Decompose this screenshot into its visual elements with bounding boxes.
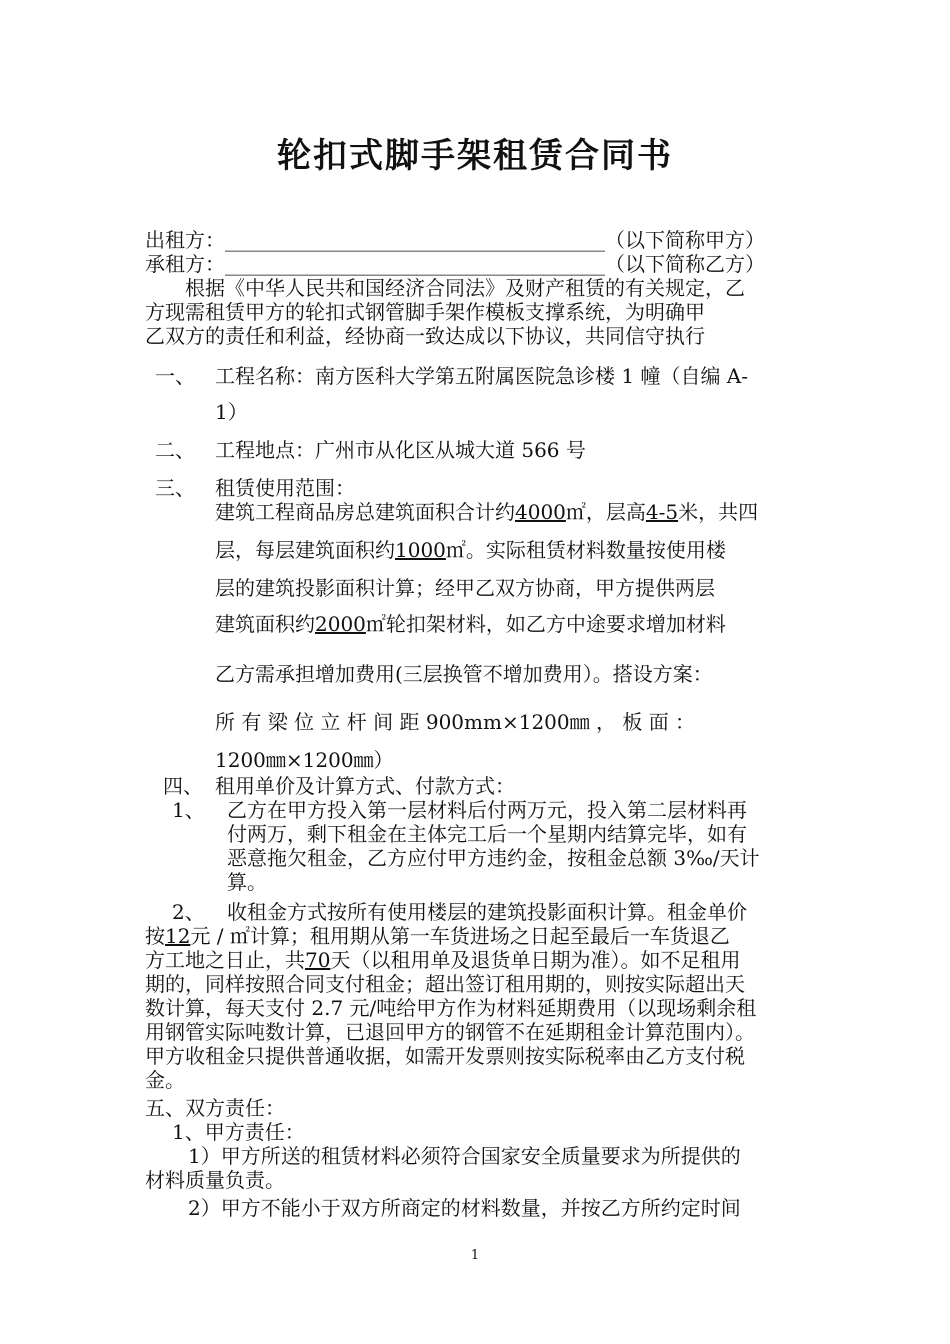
section-heading: 租赁使用范围： bbox=[215, 476, 355, 500]
payment-line: 乙方在甲方投入第一层材料后付两万元，投入第二层材料再 bbox=[227, 798, 747, 822]
supply-area-value: 2000 bbox=[315, 612, 366, 636]
section-number: 三、 bbox=[155, 476, 195, 500]
section-heading: 五、双方责任： bbox=[145, 1096, 285, 1120]
rent-line: 用钢管实际吨数计算，已退回甲方的钢管不在延期租金计算范围内）。 bbox=[145, 1020, 755, 1044]
project-location: 工程地点：广州市从化区从城大道 566 号 bbox=[215, 438, 586, 462]
scope-text: 建筑面积约 bbox=[215, 612, 315, 636]
scope-line: 层的建筑投影面积计算；经甲乙双方协商，甲方提供两层 bbox=[215, 576, 715, 600]
lessee-line bbox=[145, 252, 765, 276]
unit-price-value: 12 bbox=[165, 924, 191, 948]
intro-line: 方现需租赁甲方的轮扣式钢管脚手架作模板支撑系统，为明确甲 bbox=[145, 300, 705, 324]
rent-line: 收租金方式按所有使用楼层的建筑投影面积计算。租金单价 bbox=[227, 900, 747, 924]
payment-line: 恶意拖欠租金，乙方应付甲方违约金，按租金总额 3‰/天计 bbox=[227, 846, 760, 870]
lessee-blank: ______________________________________ bbox=[225, 252, 605, 276]
rent-line: 数计算，每天支付 2.7 元/吨给甲方作为材料延期费用（以现场剩余租 bbox=[145, 996, 757, 1020]
page-number: 1 bbox=[470, 1248, 480, 1263]
duty-line: 2）甲方不能小于双方所商定的材料数量，并按乙方所约定时间 bbox=[188, 1196, 741, 1220]
section-number: 二、 bbox=[155, 438, 195, 462]
rent-line: 期的，同样按照合同支付租金；超出签订租用期的，则按实际超出天 bbox=[145, 972, 745, 996]
rent-text: 元 / ㎡计算；租用期从第一车货进场之日起至最后一车货退乙 bbox=[190, 924, 730, 948]
lessor-line bbox=[145, 228, 765, 252]
duty-line: 1）甲方所送的租赁材料必须符合国家安全质量要求为所提供的 bbox=[188, 1144, 741, 1168]
scope-text: ㎡轮扣架材料，如乙方中途要求增加材料 bbox=[365, 612, 726, 636]
lessor-note: （以下简称甲方） bbox=[605, 228, 765, 252]
rent-text: 方工地之日止，共 bbox=[145, 948, 305, 972]
rent-text: 天（以租用单及退货单日期为准）。如不足租用 bbox=[330, 948, 741, 972]
duty-line: 材料质量负责。 bbox=[145, 1168, 285, 1192]
section-heading: 租用单价及计算方式、付款方式： bbox=[215, 774, 515, 798]
lessee-note: （以下简称乙方） bbox=[605, 252, 765, 276]
project-name-cont: 1） bbox=[215, 400, 248, 424]
scope-text: 层，每层建筑面积约 bbox=[215, 538, 395, 562]
payment-line: 付两万，剩下租金在主体完工后一个星期内结算完毕，如有 bbox=[227, 822, 747, 846]
rent-line: 金。 bbox=[145, 1068, 185, 1092]
scope-text: ㎡，层高 bbox=[565, 500, 646, 524]
intro-line: 乙双方的责任和利益，经协商一致达成以下协议，共同信守执行 bbox=[145, 324, 705, 348]
scope-text: 米，共四 bbox=[678, 500, 759, 524]
lessor-label: 出租方： bbox=[145, 228, 225, 252]
rent-line: 甲方收租金只提供普通收据，如需开发票则按实际税率由乙方支付税 bbox=[145, 1044, 745, 1068]
scope-line bbox=[215, 612, 726, 636]
lessee-label: 承租方： bbox=[145, 252, 225, 276]
scope-text: ㎡。实际租赁材料数量按使用楼 bbox=[445, 538, 726, 562]
item-number: 2、 bbox=[172, 900, 205, 924]
intro-line: 根据《中华人民共和国经济合同法》及财产租赁的有关规定，乙 bbox=[185, 276, 745, 300]
scope-line bbox=[215, 500, 758, 524]
sub-heading: 1、甲方责任： bbox=[172, 1120, 305, 1144]
rental-days-value: 70 bbox=[305, 948, 331, 972]
floor-height-value: 4-5 bbox=[645, 500, 679, 524]
section-number: 一、 bbox=[155, 364, 195, 388]
section-number: 四、 bbox=[163, 774, 203, 798]
scope-line bbox=[215, 538, 726, 562]
lessor-blank: ______________________________________ bbox=[225, 228, 605, 252]
scope-text: 建筑工程商品房总建筑面积合计约 bbox=[215, 500, 515, 524]
floor-area-value: 1000 bbox=[395, 538, 446, 562]
scope-line: 所 有 梁 位 立 杆 间 距 900mm×1200㎜ ， 板 面 ： bbox=[215, 710, 696, 734]
project-name: 工程名称：南方医科大学第五附属医院急诊楼 1 幢（自编 A- bbox=[215, 364, 748, 388]
scope-line: 乙方需承担增加费用(三层换管不增加费用）。搭设方案： bbox=[215, 662, 713, 686]
item-number: 1、 bbox=[172, 798, 205, 822]
total-area-value: 4000 bbox=[515, 500, 566, 524]
payment-line: 算。 bbox=[227, 870, 267, 894]
contract-title: 轮扣式脚手架租赁合同书 bbox=[277, 136, 673, 176]
rent-line bbox=[145, 948, 740, 972]
scope-line: 1200㎜×1200㎜） bbox=[215, 748, 394, 772]
rent-line bbox=[145, 924, 730, 948]
rent-text: 按 bbox=[145, 924, 165, 948]
